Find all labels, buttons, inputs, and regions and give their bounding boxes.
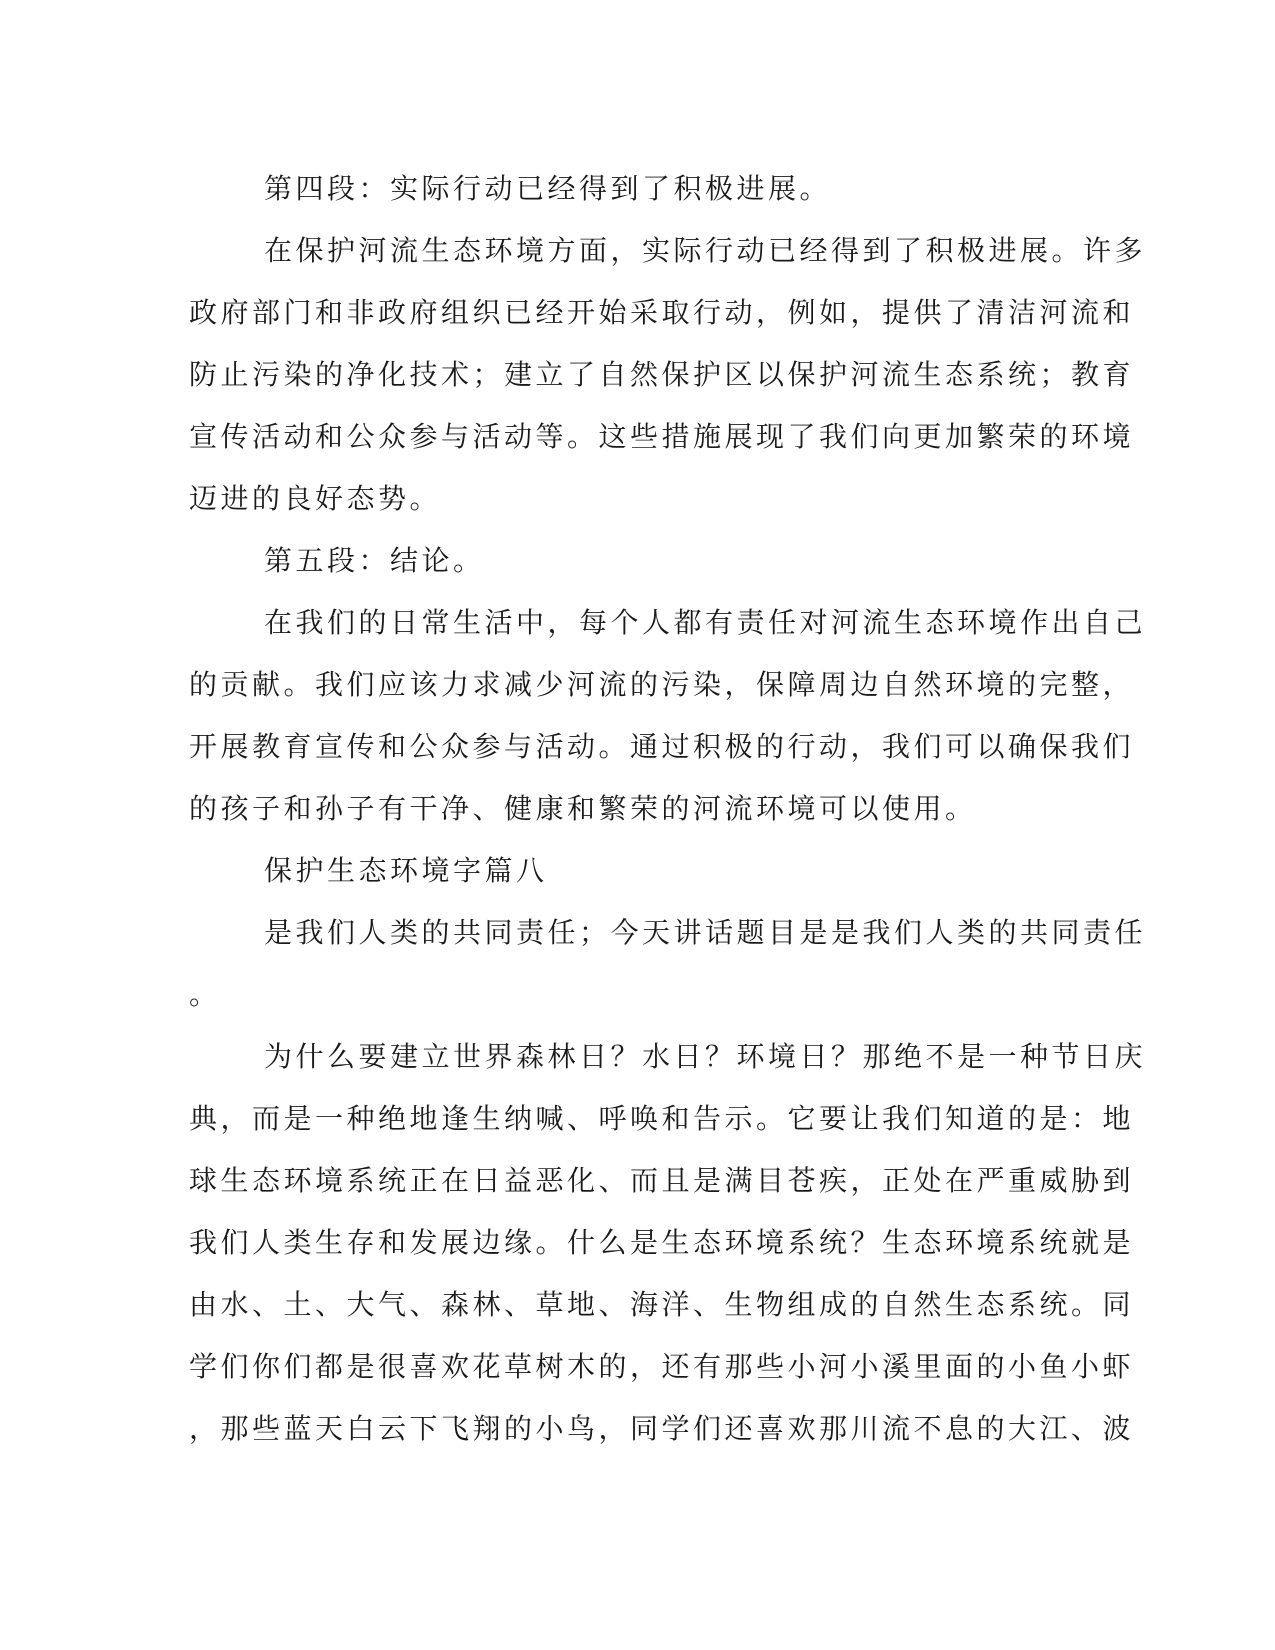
paragraph-line: 开展教育宣传和公众参与活动。通过积极的行动，我们可以确保我们 <box>189 730 1135 763</box>
paragraph-line: 。 <box>189 978 221 1011</box>
section-heading-4: 第四段：实际行动已经得到了积极进展。 <box>264 172 832 205</box>
paragraph-line: 为什么要建立世界森林日？水日？环境日？那绝不是一种节日庆 <box>264 1040 1147 1073</box>
paragraph-line: 迈进的良好态势。 <box>189 482 442 515</box>
paragraph-line: 的贡献。我们应该力求减少河流的污染，保障周边自然环境的完整， <box>189 668 1135 701</box>
article-title: 保护生态环境字篇八 <box>264 854 548 887</box>
paragraph-line: 由水、土、大气、森林、草地、海洋、生物组成的自然生态系统。同 <box>189 1288 1135 1321</box>
paragraph-line: 学们你们都是很喜欢花草树木的，还有那些小河小溪里面的小鱼小虾 <box>189 1350 1135 1383</box>
section-heading-5: 第五段：结论。 <box>264 544 485 577</box>
paragraph-line: 典，而是一种绝地逢生纳喊、呼唤和告示。它要让我们知道的是：地 <box>189 1102 1135 1135</box>
paragraph-line: ，那些蓝天白云下飞翔的小鸟，同学们还喜欢那川流不息的大江、波 <box>189 1412 1135 1445</box>
paragraph-line: 的孩子和孙子有干净、健康和繁荣的河流环境可以使用。 <box>189 792 977 825</box>
paragraph-line: 我们人类生存和发展边缘。什么是生态环境系统？生态环境系统就是 <box>189 1226 1135 1259</box>
paragraph-line: 是我们人类的共同责任；今天讲话题目是是我们人类的共同责任 <box>264 916 1147 949</box>
paragraph-line: 在保护河流生态环境方面，实际行动已经得到了积极进展。许多 <box>264 234 1147 267</box>
paragraph-line: 在我们的日常生活中，每个人都有责任对河流生态环境作出自己 <box>264 606 1147 639</box>
document-body <box>189 158 1147 1460</box>
paragraph-line: 防止污染的净化技术；建立了自然保护区以保护河流生态系统；教育 <box>189 358 1135 391</box>
paragraph-line: 球生态环境系统正在日益恶化、而且是满目苍疾，正处在严重威胁到 <box>189 1164 1135 1197</box>
paragraph-line: 政府部门和非政府组织已经开始采取行动，例如，提供了清洁河流和 <box>189 296 1135 329</box>
paragraph-line: 宣传活动和公众参与活动等。这些措施展现了我们向更加繁荣的环境 <box>189 420 1135 453</box>
